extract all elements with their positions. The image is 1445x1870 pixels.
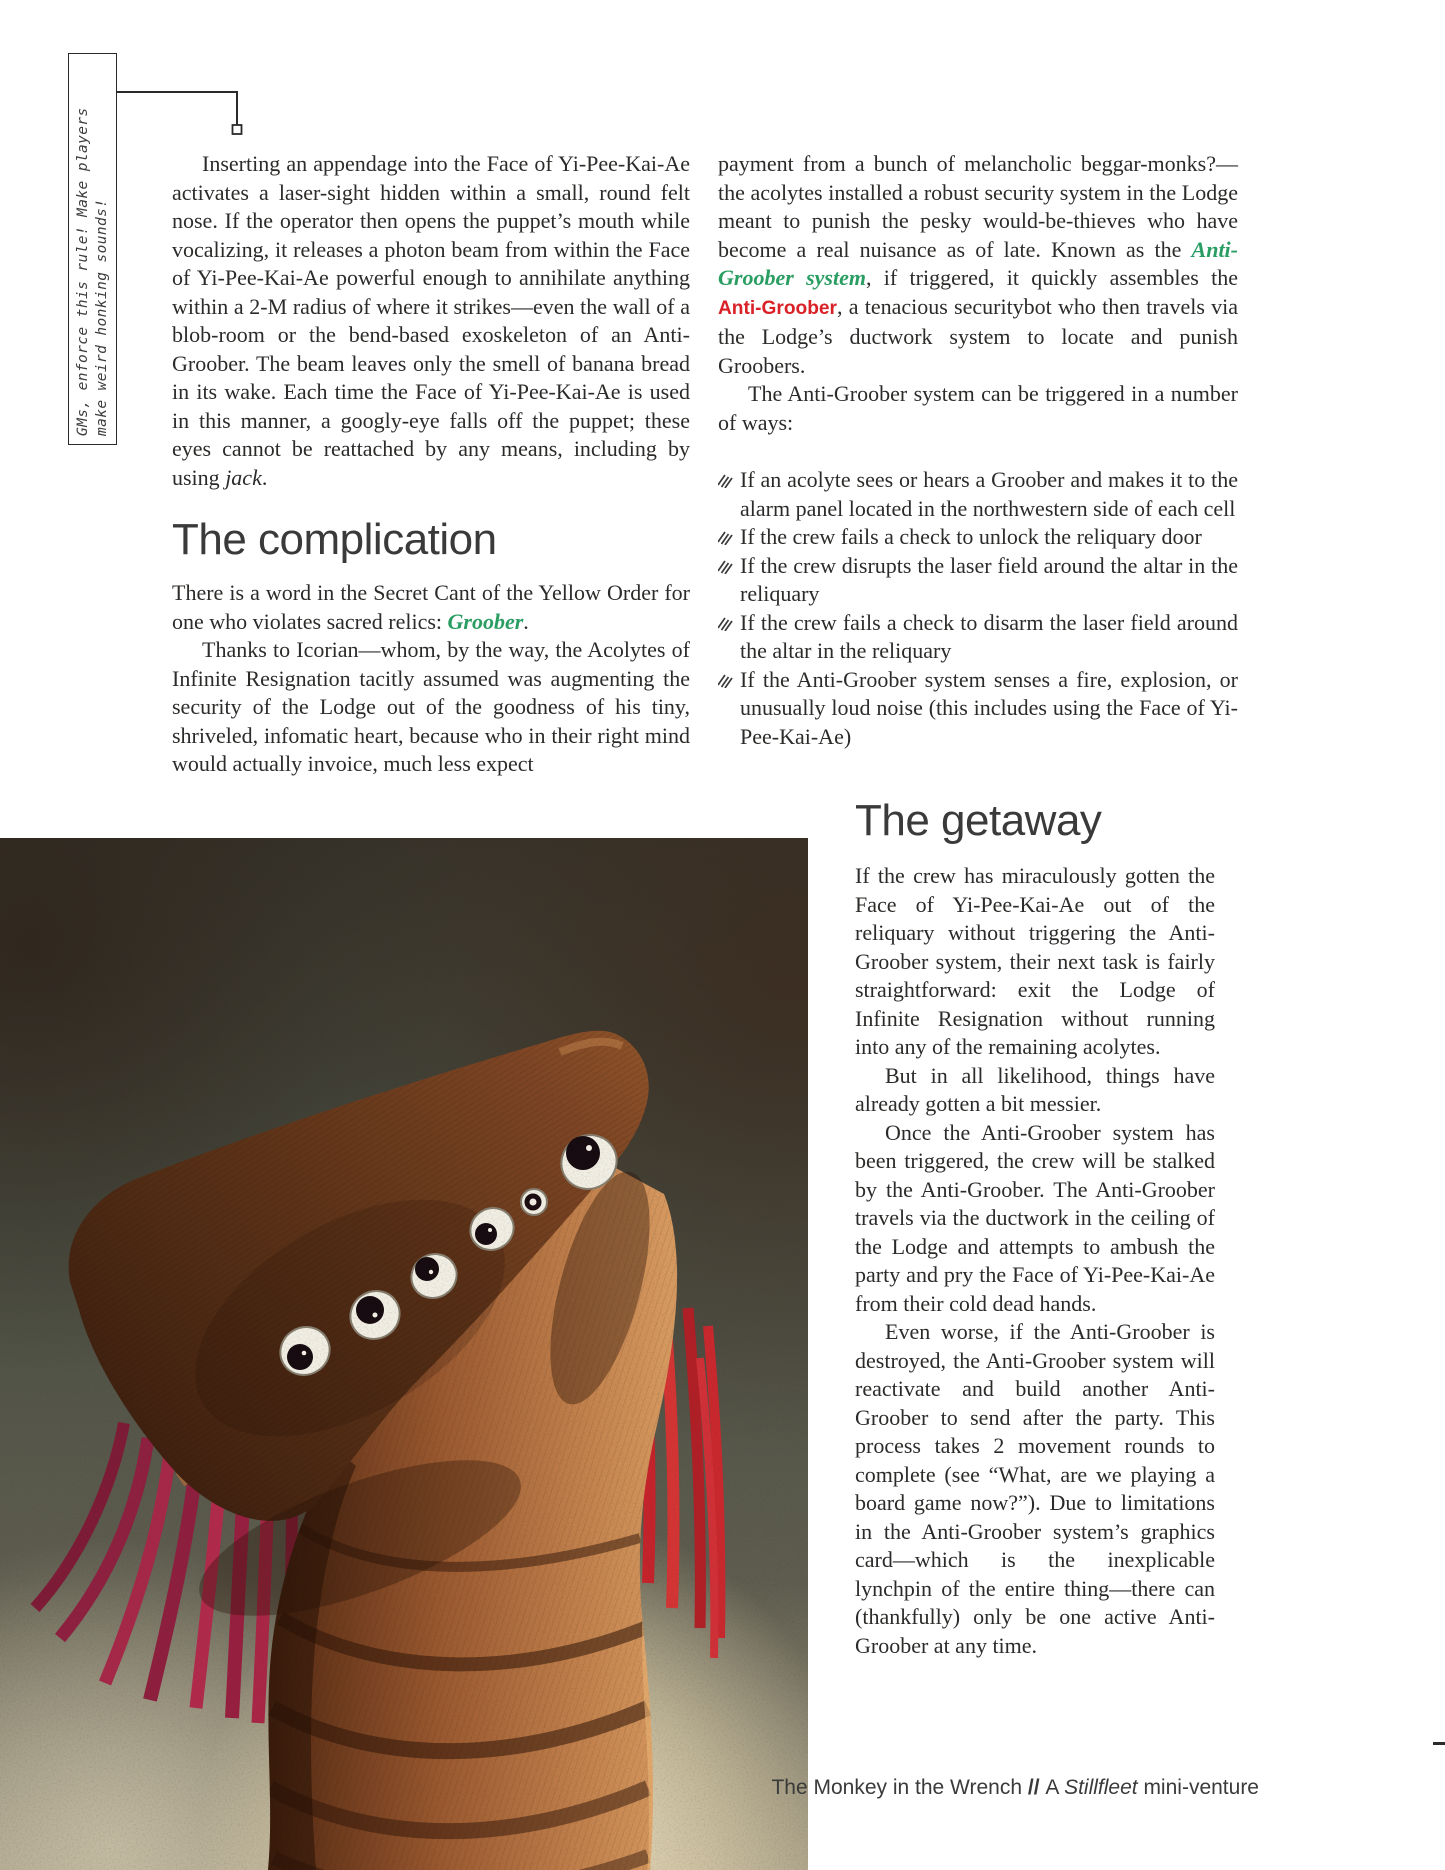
hatch-bullet-icon (718, 674, 733, 688)
section-heading-getaway: The getaway (855, 796, 1102, 845)
margin-note-line1: GMs, enforce this rule! Make players (75, 107, 91, 436)
sock-puppet-illustration (0, 838, 808, 1870)
paragraph: There is a word in the Secret Cant of the Yellow Order for one who violates sacred relics: Groober. (172, 580, 690, 634)
paragraph: If the crew has miraculously gotten the Face of Yi-Pee-Kai-Ae out of the reliquary without triggering the Anti-Groober system, their next task is fairly straightforward: exit the Lodge of Infinite Resignation without running into any of the remaining acolytes. (855, 863, 1215, 1059)
margin-note (68, 53, 117, 445)
section-heading-complication: The complication (172, 515, 497, 564)
page-edge-mark (1433, 1742, 1445, 1745)
paragraph: But in all likelihood, things have already gotten a bit messier. (855, 1062, 1215, 1116)
paragraph: payment from a bunch of melancholic beggar-monks?—the acolytes installed a robust security system in the Lodge meant to punish the pesky would-be-thieves who have become a real nuisance as of late. Known as the Anti-Groober system, if triggered, it quickly assembles the Anti-Groober, a tenacious securitybot who then travels via the Lodge’s ductwork system to locate and punish Groobers. (718, 151, 1238, 378)
getaway-column (855, 797, 1215, 1660)
list-item (718, 666, 1238, 752)
paragraph: Inserting an appendage into the Face of Yi-Pee-Kai-Ae activates a laser-sight hidden within a small, round felt nose. If the operator then opens the puppet’s mouth while vocalizing, it releases a photon beam from within the Face of Yi-Pee-Kai-Ae powerful enough to annihilate anything within a 2-M radius of where it strikes—even the wall of a blob-room or the bend-based exoskeleton of an Anti-Groober. The beam leaves only the smell of banana bread in its wake. Each time the Face of Yi-Pee-Kai-Ae is used in this manner, a googly-eye falls off the puppet; these eyes cannot be reattached by any means, including by using jack. (172, 151, 690, 490)
list-item (718, 609, 1238, 666)
running-footer: The Monkey in the Wrench // A Stillfleet mini-venture (771, 1776, 1259, 1799)
list-item (718, 466, 1238, 523)
right-column (718, 150, 1238, 751)
paragraph: Thanks to Icorian—whom, by the way, the Acolytes of Infinite Resignation tacitly assumed was augmenting the security of the Lodge out of the goodness of his tiny, shriveled, infomatic heart, because who in their right mind would actually invoice, much less expect (172, 637, 690, 776)
list-item (718, 523, 1238, 552)
trigger-list (718, 466, 1238, 751)
margin-note-line2: make weird honking sounds! (94, 198, 110, 436)
list-item-text: If the crew disrupts the laser field around the altar in the reliquary (740, 552, 1238, 606)
hatch-bullet-icon (718, 617, 733, 631)
list-item-text: If an acolyte sees or hears a Groober and makes it to the alarm panel located in the northwestern side of each cell (740, 467, 1238, 521)
list-item-text: If the crew fails a check to unlock the reliquary door (740, 524, 1202, 549)
hatch-bullet-icon (718, 531, 733, 545)
left-column (172, 150, 690, 779)
hatch-bullet-icon (718, 560, 733, 574)
paragraph: Once the Anti-Groober system has been triggered, the crew will be stalked by the Anti-Groober. The Anti-Groober travels via the ductwork in the ceiling of the Lodge and attempts to ambush the party and pry the Face of Yi-Pee-Kai-Ae from their cold dead hands. (855, 1119, 1215, 1316)
hatch-bullet-icon (718, 474, 733, 488)
margin-note-connector-line (117, 84, 249, 142)
list-item-text: If the crew fails a check to disarm the laser field around the altar in the reliquary (740, 609, 1238, 663)
list-item-text: If the Anti-Groober system senses a fire, explosion, or unusually loud noise (this includes using the Face of Yi-Pee-Kai-Ae) (740, 666, 1238, 749)
list-item (718, 552, 1238, 609)
paragraph: The Anti-Groober system can be triggered in a number of ways: (718, 381, 1238, 435)
paragraph: Even worse, if the Anti-Groober is destroyed, the Anti-Groober system will reactivate and build another Anti-Groober to send after the party. This process takes 2 movement rounds to complete (see “What, are we playing a board game now?”). Due to limitations in the Anti-Groober system’s graphics card—which is the inexplicable lynchpin of the entire thing—there can (thankfully) only be one active Anti-Groober at any time. (855, 1319, 1215, 1658)
